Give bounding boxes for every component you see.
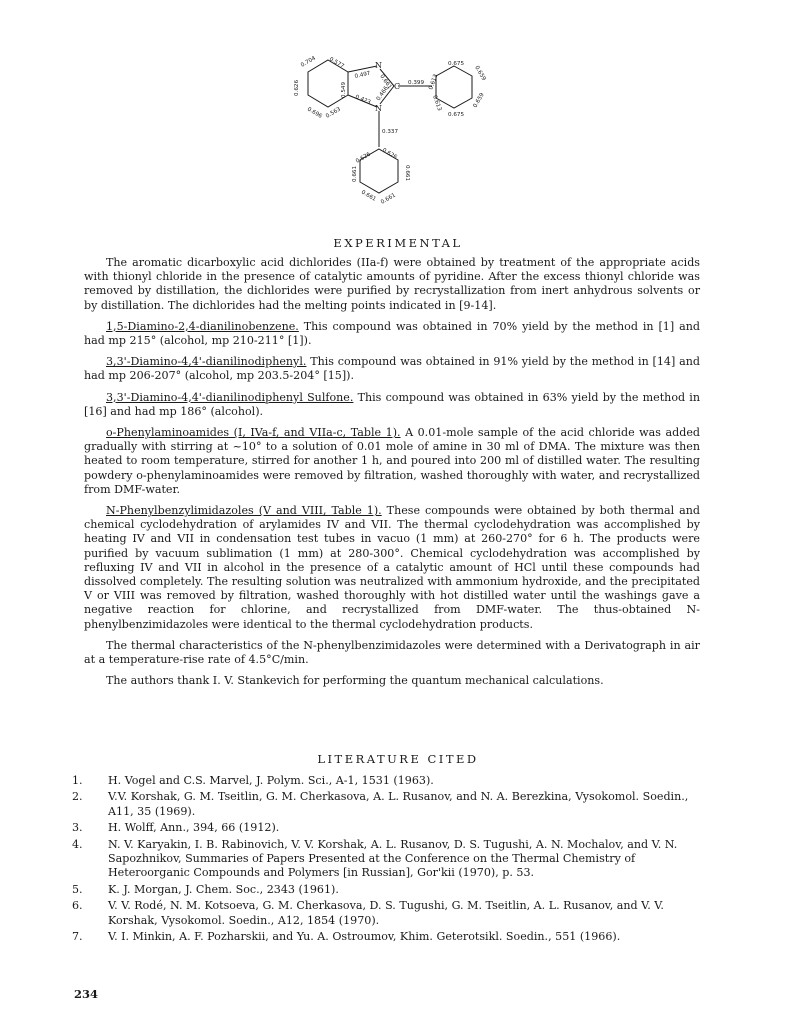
bond-label: 0.626	[294, 79, 300, 96]
paragraph-diaminodianilinodiphenyl	[84, 355, 700, 383]
bond-order-labels	[294, 55, 487, 205]
page-number: 234	[74, 987, 99, 1001]
bond-label: 0.675	[448, 61, 465, 67]
paragraph-text: This compound was obtained in 70% yield by the method in [1] and had mp 215° (alcohol, mp 210-211° [1]).	[84, 319, 700, 348]
bond-label: 0.613	[428, 73, 440, 91]
reference-number: 1.	[72, 774, 83, 787]
reference-text: N. V. Karyakin, I. B. Rabinovich, V. V. Korshak, A. L. Rusanov, D. S. Tugushi, A. N. Mochalov, and V. N. Sapozhnikov, Summaries of Papers Presented at the Conference on the Thermal Chemistry of Heteroorganic Compounds and Polymers [in Russian], Gor'kii (1970), p. 53.	[108, 837, 678, 880]
reference-item	[72, 883, 712, 897]
reference-text: V. I. Minkin, A. F. Pozharskii, and Yu. A. Ostroumov, Khim. Geterotsikl. Soedin., 551 (1966).	[108, 930, 621, 944]
reference-item	[72, 930, 712, 944]
bond-label: 0.549	[341, 81, 347, 98]
paragraph-phenylaminoamides	[84, 426, 700, 497]
section-heading-experimental: EXPERIMENTAL	[333, 236, 463, 250]
bond-label: 0.626	[381, 147, 398, 161]
paragraph-thermal-characteristics: The thermal characteristics of the N-phenylbenzimidazoles were determined with a Derivatograph in air at a temperature-rise rate of 4.5°C/min.	[84, 638, 700, 667]
paragraph-text: This compound was obtained in 63% yield by the method in [16] and had mp 186° (alcohol).	[84, 390, 700, 418]
compound-heading: 3,3'-Diamino-4,4'-dianilinodiphenyl.	[106, 355, 307, 369]
structure-bonds	[308, 60, 472, 193]
bond-label: 0.577	[328, 56, 345, 70]
reference-text: H. Vogel and C.S. Marvel, J. Polym. Sci., A-1, 1531 (1963).	[108, 774, 434, 787]
compound-heading: 3,3'-Diamino-4,4'-dianilinodiphenyl Sulfone.	[106, 390, 354, 404]
reference-item	[72, 821, 712, 835]
bond-label: 0.626	[355, 151, 372, 165]
reference-item	[72, 790, 712, 819]
bond-label: 0.696	[306, 106, 323, 120]
reference-number: 4.	[72, 837, 83, 851]
atom-n-top: N	[375, 61, 382, 70]
atom-n-bottom: N	[375, 104, 382, 113]
atom-c: C	[394, 82, 401, 91]
reference-text: K. J. Morgan, J. Chem. Soc., 2343 (1961).	[108, 882, 339, 896]
bond-label: 0.337	[382, 129, 399, 135]
bond-label: 0.661	[352, 165, 358, 182]
paragraph-text: This compound was obtained in 91% yield by the method in [14] and had mp 206-207° (alcohol, mp 203.5-204° [15]).	[84, 355, 700, 383]
paragraph-phenylbenzylimidazoles	[84, 504, 700, 632]
reference-item	[72, 899, 712, 928]
paragraph-diaminodianilinobenzene	[84, 320, 700, 348]
bond-label: 0.563	[325, 106, 342, 120]
reference-text: H. Wolff, Ann., 394, 66 (1912).	[108, 821, 280, 835]
bond-label: 0.675	[448, 112, 465, 118]
paragraph-text: These compounds were obtained by both thermal and chemical cyclodehydration of arylamides IV and VII. The thermal cyclodehydration was accomplished by heating IV and VII in condensation test tubes in vacuo (1 mm) at 260-270° for 6 h. The products were purified by vacuum sublimation (1 mm) at 280-300°. Chemical cyclodehydration was accomplished by refluxing IV and VII in alcohol in the presence of a catalytic amount of HCl until these compounds had dissolved completely. The resulting solution was neutralized with ammonium hydroxide, and the precipitated V or VIII was removed by filtration, washed thoroughly with hot distilled water until the washings gave a negative reaction for chlorine, and recrystallized from DMF-water. The thus-obtained N-phenylbenzimidazoles were identical to the thermal cyclodehydration products.	[84, 504, 700, 631]
reference-number: 2.	[72, 790, 83, 804]
reference-number: 7.	[72, 930, 83, 944]
reference-item	[72, 774, 712, 788]
reference-number: 6.	[72, 899, 83, 913]
bond-label: 0.466	[375, 85, 390, 103]
reference-item	[72, 838, 712, 881]
bond-label: 0.399	[408, 80, 425, 86]
benzimidazole-structure-figure	[282, 40, 522, 226]
compound-heading: N-Phenylbenzylimidazoles (V and VIII, Table 1).	[106, 504, 382, 518]
experimental-body	[84, 256, 700, 695]
reference-number: 3.	[72, 821, 83, 835]
reference-text: V.V. Korshak, G. M. Tseitlin, G. M. Cherkasova, A. L. Rusanov, and N. A. Berezkina, Vysokomol. Soedin., A11, 35 (1969).	[108, 790, 689, 818]
bond-label: 0.423	[354, 94, 372, 106]
bond-label: 0.661	[380, 192, 397, 206]
bond-label: 0.613	[431, 94, 443, 112]
bond-label: 0.661	[404, 165, 410, 182]
section-heading-literature: LITERATURE CITED	[317, 752, 479, 766]
bond-label: 0.704	[300, 55, 317, 69]
bond-label: 0.659	[473, 65, 487, 82]
paragraph-text: A 0.01-mole sample of the acid chloride was added gradually with stirring at ~10° to a solution of 0.01 mole of amine in 30 ml of DMA. The mixture was then heated to room temperature, stirred for another 1 h, and poured into 200 ml of distilled water. The resulting powdery o-phenylaminoamides were removed by filtration, washed thoroughly with water, and recrystallized from DMF-water.	[84, 426, 700, 496]
compound-heading: o-Phenylaminoamides (I, IVa-f, and VIIa-c, Table 1).	[106, 426, 401, 440]
compound-heading: 1,5-Diamino-2,4-dianilinobenzene.	[106, 319, 299, 333]
bond-label: 0.661	[378, 73, 393, 91]
paragraph-acknowledgment: The authors thank I. V. Stankevich for performing the quantum mechanical calculations.	[106, 674, 604, 688]
reference-text: V. V. Rodé, N. M. Kotsoeva, G. M. Cherkasova, D. S. Tugushi, G. M. Tseitlin, A. L. Rusanov, and V. V. Korshak, Vysokomol. Soedin., A12, 1854 (1970).	[108, 899, 664, 927]
reference-list	[72, 774, 712, 946]
paragraph-sulfone	[84, 391, 700, 419]
reference-number: 5.	[72, 882, 83, 896]
bond-label: 0.659	[472, 92, 486, 109]
bond-label: 0.661	[360, 189, 377, 203]
bond-label: 0.497	[354, 70, 372, 80]
paragraph-dichlorides: The aromatic dicarboxylic acid dichlorides (IIa-f) were obtained by treatment of the appropriate acids with thionyl chloride in the presence of catalytic amounts of pyridine. After the excess thionyl chloride was removed by distillation, the dichlorides were purified by recrystallization from inert anhydrous solvents or by distillation. The dichlorides had the melting points indicated in [9-14].	[84, 256, 700, 312]
